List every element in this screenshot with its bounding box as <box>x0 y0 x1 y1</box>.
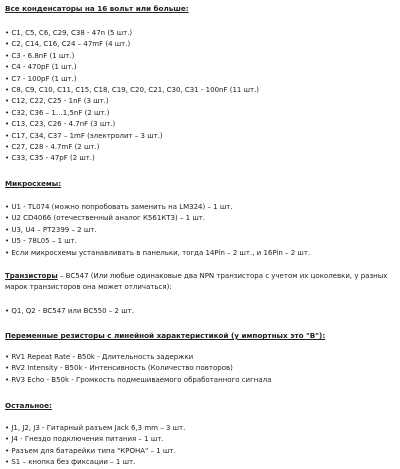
list-item: • C8, C9, C10, C11, C15, C18, C19, C20, C21, C30, C31 - 100nF (11 шт.) <box>5 86 260 95</box>
transistors-heading: Транзисторы <box>5 272 58 280</box>
list-item: • C33, C35 - 47pF (2 шт.) <box>5 154 95 163</box>
transistors-text: – BC547 (Или любые одинаковые два NPN транзистора с учетом их цоколевки, у разных марок транзисторов она может отличаться): <box>5 272 388 292</box>
list-item: • Разъем для батарейки типа "КРОНА" – 1 шт. <box>5 446 176 455</box>
list-item: • C32, C36 – 1…1,5nF (2 шт.) <box>5 108 110 117</box>
list-item: • C3 - 6.8nF (1 шт.) <box>5 51 75 60</box>
list-item: • C2, C14, C16, C24 – 47mF (4 шт.) <box>5 40 131 49</box>
other-heading: Остальное: <box>5 401 52 410</box>
ics-heading: Микросхемы: <box>5 179 62 188</box>
list-item: • Q1, Q2 - BC547 или BC550 – 2 шт. <box>5 307 134 315</box>
other-list <box>5 423 185 469</box>
transistors-paragraph <box>5 271 397 294</box>
list-item: • U5 - 78L05 – 1 шт. <box>5 237 77 246</box>
ics-list <box>5 202 310 259</box>
list-item: • C27, C28 - 4.7mF (2 шт.) <box>5 143 100 152</box>
list-item: • RV1 Repeat Rate - B50k - Длительность задержки <box>5 353 194 361</box>
resistors-heading: Переменные резисторы с линейной характеристикой (у импортных это "B"): <box>5 331 326 340</box>
capacitors-heading: Все конденсаторы на 16 вольт или больше: <box>5 4 189 13</box>
list-item: • C17, C34, C37 – 1mF (электролит – 3 шт.) <box>5 131 163 140</box>
capacitors-list <box>5 28 259 165</box>
list-item: • U3, U4 – PT2399 – 2 шт. <box>5 225 97 234</box>
list-item: • C4 - 470pF (1 шт.) <box>5 63 77 72</box>
list-item: • C12, C22, C25 - 1nF (3 шт.) <box>5 97 109 106</box>
list-item: • C13, C23, C26 - 4.7nF (3 шт.) <box>5 120 116 129</box>
list-item: • Если микросхемы устанавливать в панельки, тогда 14Pin – 2 шт., и 16Pin – 2 шт. <box>5 248 311 257</box>
list-item: • J1, J2, J3 - Гитарный разъем Jack 6,3 mm – 3 шт. <box>5 424 186 432</box>
list-item: • C1, C5, C6, C29, C38 - 47n (5 шт.) <box>5 29 133 37</box>
list-item: • U2 CD4066 (отечественный аналог К561КТ3) – 1 шт. <box>5 214 206 223</box>
transistors-list <box>5 306 134 317</box>
list-item: • J4 - Гнездо подключения питания – 1 шт. <box>5 435 164 444</box>
list-item: • RV2 Intensity - B50k - Интенсивность (Количество повторов) <box>5 364 233 373</box>
resistors-list <box>5 352 271 386</box>
list-item: • RV3 Echo - B50k - Громкость подмешиваемого обработанного сигнала <box>5 375 272 384</box>
list-item: • C7 - 100pF (1 шт.) <box>5 74 77 83</box>
list-item: • S1 – кнопка без фиксации – 1 шт. <box>5 458 136 467</box>
list-item: • U1 - TL074 (можно попробовать заменить на LM324) – 1 шт. <box>5 203 233 211</box>
